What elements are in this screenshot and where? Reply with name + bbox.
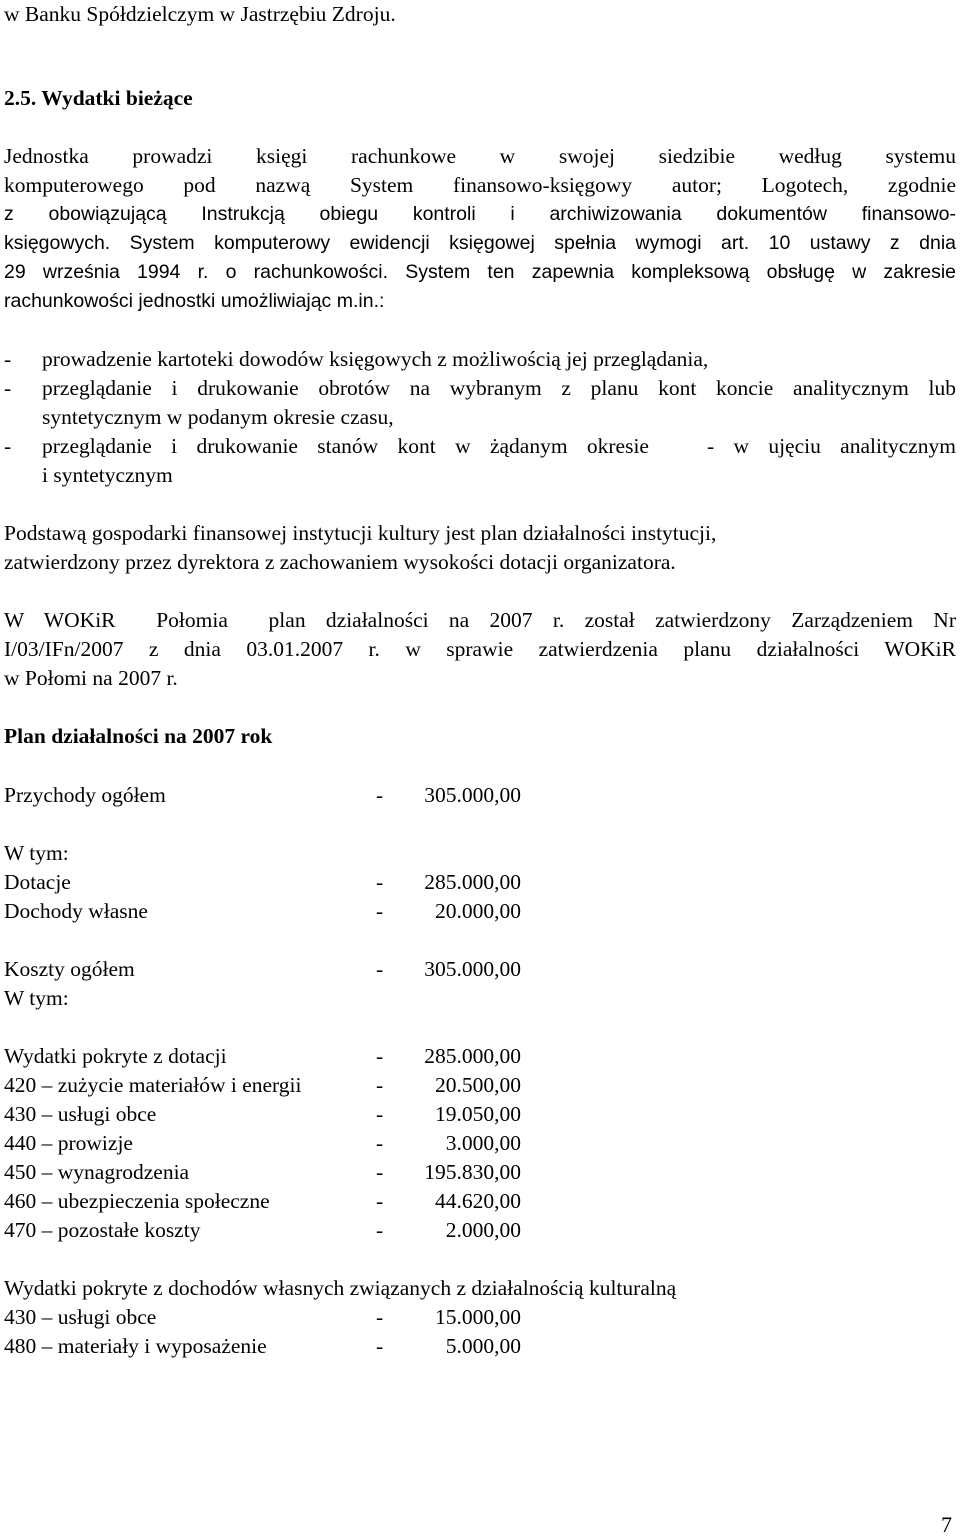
costs-total-row [4, 955, 704, 984]
section-heading: 2.5. Wydatki bieżące [4, 86, 193, 110]
row-amount: 5.000,00 [445, 1334, 521, 1358]
row-amount: 44.620,00 [435, 1189, 521, 1213]
row-amount: 285.000,00 [424, 1044, 521, 1068]
row-dash: - [376, 1218, 384, 1242]
bullet-text: syntetycznym w podanym okresie czasu, [42, 405, 394, 429]
paragraph-line: w Połomi na 2007 r. [4, 666, 178, 690]
row-dash: - [376, 1131, 384, 1155]
table-row [4, 1129, 704, 1158]
row-dash: - [376, 1073, 384, 1097]
row-label: 440 – prowizje [4, 1131, 133, 1155]
row-amount: 20.500,00 [435, 1073, 521, 1097]
revenue-total-row [4, 781, 704, 810]
bullet-text: przeglądanie i drukowanie obrotów na wybranym z planu kont koncie analitycznym lub [42, 376, 956, 400]
in-which-label: W tym: [4, 841, 69, 865]
table-row [4, 1187, 704, 1216]
row-label: 460 – ubezpieczenia społeczne [4, 1189, 270, 1213]
paragraph-line: zatwierdzony przez dyrektora z zachowaniem wysokości dotacji organizatora. [4, 550, 676, 574]
paragraph-line: księgowych. System komputerowy ewidencji księgowej spełnia wymogi art. 10 ustawy z dnia [4, 232, 956, 254]
row-label: 450 – wynagrodzenia [4, 1160, 190, 1184]
paragraph-line: I/03/IFn/2007 z dnia 03.01.2007 r. w sprawie zatwierdzenia planu działalności WOKiR [4, 637, 956, 661]
paragraph-line: komputerowego pod nazwą System finansowo-księgowy autor; Logotech, zgodnie [4, 173, 956, 197]
table-row [4, 1332, 704, 1361]
page-number: 7 [941, 1512, 952, 1537]
in-which-label: W tym: [4, 986, 69, 1010]
row-dash: - [376, 1305, 384, 1329]
row-amount: 20.000,00 [435, 899, 521, 923]
paragraph-line: 29 września 1994 r. o rachunkowości. System ten zapewnia kompleksową obsługę w zakresie [4, 261, 956, 283]
row-label: 430 – usługi obce [4, 1102, 157, 1126]
row-label: Koszty ogółem [4, 957, 135, 981]
row-label: Wydatki pokryte z dotacji [4, 1044, 227, 1068]
row-dash: - [376, 1044, 384, 1068]
table-row [4, 1071, 704, 1100]
row-amount: 305.000,00 [424, 957, 521, 981]
row-dash: - [376, 1334, 384, 1358]
row-label: 420 – zużycie materiałów i energii [4, 1073, 302, 1097]
own-income-row [4, 897, 704, 926]
own-income-expenses-heading: Wydatki pokryte z dochodów własnych związanych z działalnością kulturalną [4, 1276, 677, 1300]
paragraph-line: Podstawą gospodarki finansowej instytucji kultury jest plan działalności instytucji, [4, 521, 717, 545]
row-label: 480 – materiały i wyposażenie [4, 1334, 267, 1358]
bullet-dash: - [4, 376, 12, 400]
subsidies-row [4, 868, 704, 897]
table-row [4, 1216, 704, 1245]
row-dash: - [376, 783, 384, 807]
row-label: 470 – pozostałe koszty [4, 1218, 201, 1242]
table-row [4, 1158, 704, 1187]
row-amount: 3.000,00 [445, 1131, 521, 1155]
bullet-dash: - [4, 347, 12, 371]
bullet-text: i syntetycznym [42, 463, 173, 487]
row-dash: - [376, 1160, 384, 1184]
table-row [4, 1100, 704, 1129]
row-amount: 2.000,00 [445, 1218, 521, 1242]
row-amount: 19.050,00 [435, 1102, 521, 1126]
row-label: Dochody własne [4, 899, 148, 923]
row-dash: - [376, 1102, 384, 1126]
bullet-dash: - [4, 434, 12, 458]
row-dash: - [376, 957, 384, 981]
row-dash: - [376, 899, 384, 923]
row-dash: - [376, 870, 384, 894]
row-amount: 285.000,00 [424, 870, 521, 894]
paragraph-line: Jednostka prowadzi księgi rachunkowe w swojej siedzibie według systemu [4, 144, 956, 168]
paragraph-line: rachunkowości jednostki umożliwiając m.in.: [4, 290, 385, 312]
row-label: Przychody ogółem [4, 783, 166, 807]
bullet-text: przeglądanie i drukowanie stanów kont w żądanym okresie - w ujęciu analitycznym [42, 434, 956, 458]
bullet-text: prowadzenie kartoteki dowodów księgowych z możliwością jej przeglądania, [42, 347, 709, 371]
row-label: Dotacje [4, 870, 71, 894]
row-label: 430 – usługi obce [4, 1305, 157, 1329]
table-row [4, 1042, 704, 1071]
row-amount: 195.830,00 [424, 1160, 521, 1184]
paragraph-line: W WOKiR Połomia plan działalności na 2007 r. został zatwierdzony Zarządzeniem Nr [4, 608, 956, 632]
table-row [4, 1303, 704, 1332]
row-amount: 305.000,00 [424, 783, 521, 807]
row-dash: - [376, 1189, 384, 1213]
row-amount: 15.000,00 [435, 1305, 521, 1329]
paragraph-line: z obowiązującą Instrukcją obiegu kontroli i archiwizowania dokumentów finansowo- [4, 203, 956, 225]
intro-line: w Banku Spółdzielczym w Jastrzębiu Zdroju. [4, 2, 396, 26]
plan-heading: Plan działalności na 2007 rok [4, 724, 273, 748]
